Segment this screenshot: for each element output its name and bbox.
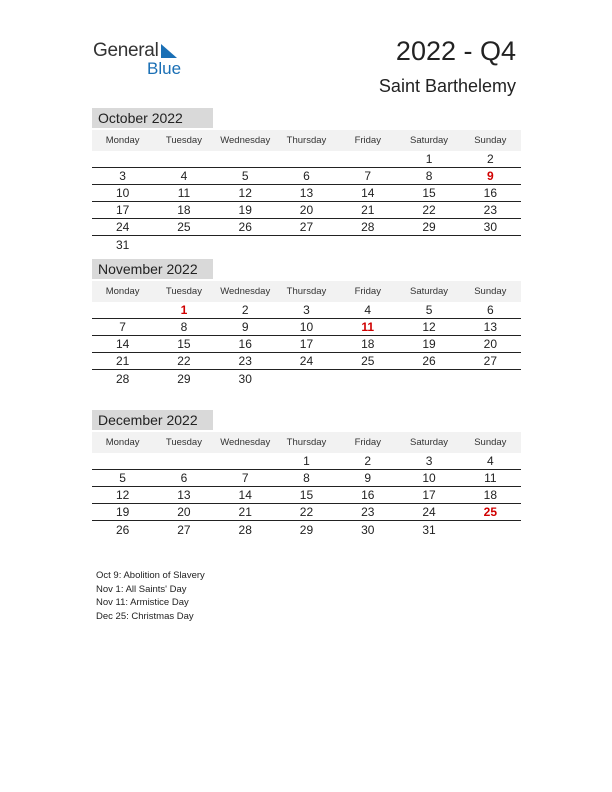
date-cell: 15 [299, 488, 314, 502]
date-cell: 4 [364, 303, 372, 317]
weekday-label: Wednesday [220, 286, 271, 297]
month-november [92, 259, 521, 387]
holiday-note: Dec 25: Christmas Day [96, 610, 194, 622]
date-cell: 13 [483, 320, 497, 334]
weekday-label: Sunday [474, 286, 507, 297]
date-cell: 29 [422, 220, 436, 234]
date-cell: 31 [115, 237, 130, 252]
date-cell: 17 [115, 203, 130, 217]
date-cell: 31 [422, 522, 436, 537]
date-cell: 23 [361, 505, 375, 519]
date-cell: 27 [299, 220, 314, 234]
date-cell: 24 [115, 220, 130, 234]
month-december [92, 410, 521, 538]
month-title: December 2022 [92, 410, 213, 430]
weekday-header-row [92, 432, 521, 453]
week-row [92, 453, 521, 470]
date-cell: 12 [422, 320, 436, 334]
weekday-label: Wednesday [220, 437, 271, 448]
date-cell: 3 [119, 169, 126, 183]
date-cell: 8 [425, 169, 433, 183]
date-cell: 9 [241, 320, 249, 334]
date-cell: 26 [238, 220, 252, 234]
date-cell: 4 [180, 169, 188, 183]
date-cell: 16 [238, 337, 252, 351]
date-cell: 26 [422, 354, 436, 368]
week-row [92, 319, 521, 336]
date-cell: 2 [241, 303, 249, 317]
date-cell: 25 [361, 354, 375, 368]
holiday-note: Nov 1: All Saints' Day [96, 583, 187, 595]
weekday-label: Saturday [410, 135, 449, 146]
date-cell: 3 [425, 454, 433, 468]
week-row [92, 336, 521, 353]
month-october [92, 108, 521, 253]
date-cell: 22 [177, 354, 191, 368]
date-cell: 6 [486, 303, 494, 317]
country-name: Saint Barthelemy [378, 76, 516, 96]
date-cell: 12 [115, 488, 130, 502]
date-cell: 4 [486, 454, 494, 468]
week-row [92, 302, 521, 319]
weekday-label: Tuesday [165, 286, 202, 297]
date-cell: 24 [422, 505, 436, 519]
holiday-date-cell: 1 [180, 303, 188, 317]
date-cell: 9 [364, 471, 372, 485]
weekday-label: Monday [105, 437, 140, 448]
date-cell: 21 [238, 505, 252, 519]
weekday-label: Monday [105, 135, 140, 146]
date-cell: 22 [299, 505, 314, 519]
date-cell: 18 [483, 488, 497, 502]
date-cell: 3 [303, 303, 310, 317]
week-row [92, 353, 521, 370]
weekday-label: Thursday [286, 286, 327, 297]
date-cell: 1 [425, 152, 433, 166]
date-cell: 14 [361, 186, 375, 200]
weekday-label: Saturday [410, 286, 449, 297]
page-title: 2022 - Q4 [395, 36, 516, 66]
date-cell: 19 [238, 203, 252, 217]
week-row [92, 521, 521, 538]
date-cell: 10 [422, 471, 436, 485]
date-cell: 17 [299, 337, 314, 351]
weekday-label: Tuesday [165, 437, 202, 448]
date-cell: 28 [115, 371, 130, 386]
date-cell: 25 [177, 220, 191, 234]
date-cell: 28 [361, 220, 375, 234]
date-cell: 10 [115, 186, 130, 200]
date-cell: 2 [486, 152, 494, 166]
date-cell: 20 [299, 203, 314, 217]
week-row [92, 185, 521, 202]
weekday-label: Saturday [410, 437, 449, 448]
month-title: October 2022 [92, 108, 213, 128]
weekday-header-row [92, 281, 521, 302]
weekday-label: Thursday [286, 437, 327, 448]
date-cell: 29 [177, 371, 191, 386]
date-cell: 13 [177, 488, 191, 502]
date-cell: 27 [483, 354, 497, 368]
month-title: November 2022 [92, 259, 213, 279]
date-cell: 15 [422, 186, 436, 200]
weekday-label: Friday [354, 286, 381, 297]
logo-word-general: General [93, 40, 159, 61]
date-cell: 19 [115, 505, 130, 519]
week-row [92, 236, 521, 253]
logo-word-blue: Blue [147, 59, 182, 78]
date-cell: 26 [115, 522, 130, 537]
week-row [92, 487, 521, 504]
date-cell: 30 [361, 522, 375, 537]
date-cell: 15 [177, 337, 191, 351]
date-cell: 7 [364, 169, 372, 183]
holiday-date-cell: 25 [483, 505, 497, 519]
date-cell: 20 [177, 505, 191, 519]
date-cell: 14 [238, 488, 252, 502]
date-cell: 10 [299, 320, 314, 334]
date-cell: 21 [361, 203, 375, 217]
date-cell: 6 [180, 471, 188, 485]
weekday-label: Friday [354, 135, 381, 146]
date-cell: 11 [484, 471, 497, 485]
date-cell: 8 [180, 320, 188, 334]
weekday-label: Friday [354, 437, 381, 448]
date-cell: 6 [303, 169, 310, 183]
date-cell: 28 [238, 522, 252, 537]
date-cell: 29 [299, 522, 314, 537]
date-cell: 27 [177, 522, 191, 537]
date-cell: 17 [422, 488, 436, 502]
date-cell: 22 [422, 203, 436, 217]
date-cell: 5 [119, 471, 126, 485]
date-cell: 5 [241, 169, 249, 183]
date-cell: 30 [483, 220, 497, 234]
week-row [92, 470, 521, 487]
holiday-note: Oct 9: Abolition of Slavery [96, 570, 205, 581]
weekday-label: Monday [105, 286, 140, 297]
weekday-label: Sunday [474, 135, 507, 146]
date-cell: 5 [425, 303, 433, 317]
date-cell: 19 [422, 337, 436, 351]
date-cell: 18 [361, 337, 375, 351]
date-cell: 7 [119, 320, 126, 334]
week-row [92, 202, 521, 219]
logo-triangle-icon [161, 44, 177, 58]
date-cell: 20 [483, 337, 497, 351]
date-cell: 8 [303, 471, 310, 485]
holiday-notes [96, 569, 205, 623]
date-cell: 24 [299, 354, 314, 368]
holiday-date-cell: 9 [486, 169, 494, 183]
week-row [92, 168, 521, 185]
week-row [92, 370, 521, 387]
date-cell: 16 [361, 488, 375, 502]
date-cell: 23 [238, 354, 252, 368]
logo [93, 40, 193, 80]
weekday-label: Tuesday [165, 135, 202, 146]
date-cell: 18 [177, 203, 191, 217]
date-cell: 23 [483, 203, 497, 217]
weekday-label: Sunday [474, 437, 507, 448]
holiday-note: Nov 11: Armistice Day [96, 597, 189, 608]
week-row [92, 219, 521, 236]
weekday-label: Thursday [286, 135, 327, 146]
date-cell: 16 [483, 186, 497, 200]
week-row [92, 504, 521, 521]
date-cell: 13 [299, 186, 314, 200]
date-cell: 2 [364, 454, 372, 468]
weekday-label: Wednesday [220, 135, 271, 146]
date-cell: 12 [238, 186, 252, 200]
week-row [92, 151, 521, 168]
date-cell: 11 [177, 186, 191, 200]
date-cell: 7 [241, 471, 249, 485]
date-cell: 21 [115, 354, 130, 368]
date-cell: 14 [115, 337, 130, 351]
holiday-date-cell: 11 [361, 320, 375, 334]
date-cell: 30 [238, 371, 252, 386]
weekday-header-row [92, 130, 521, 151]
date-cell: 1 [303, 454, 310, 468]
